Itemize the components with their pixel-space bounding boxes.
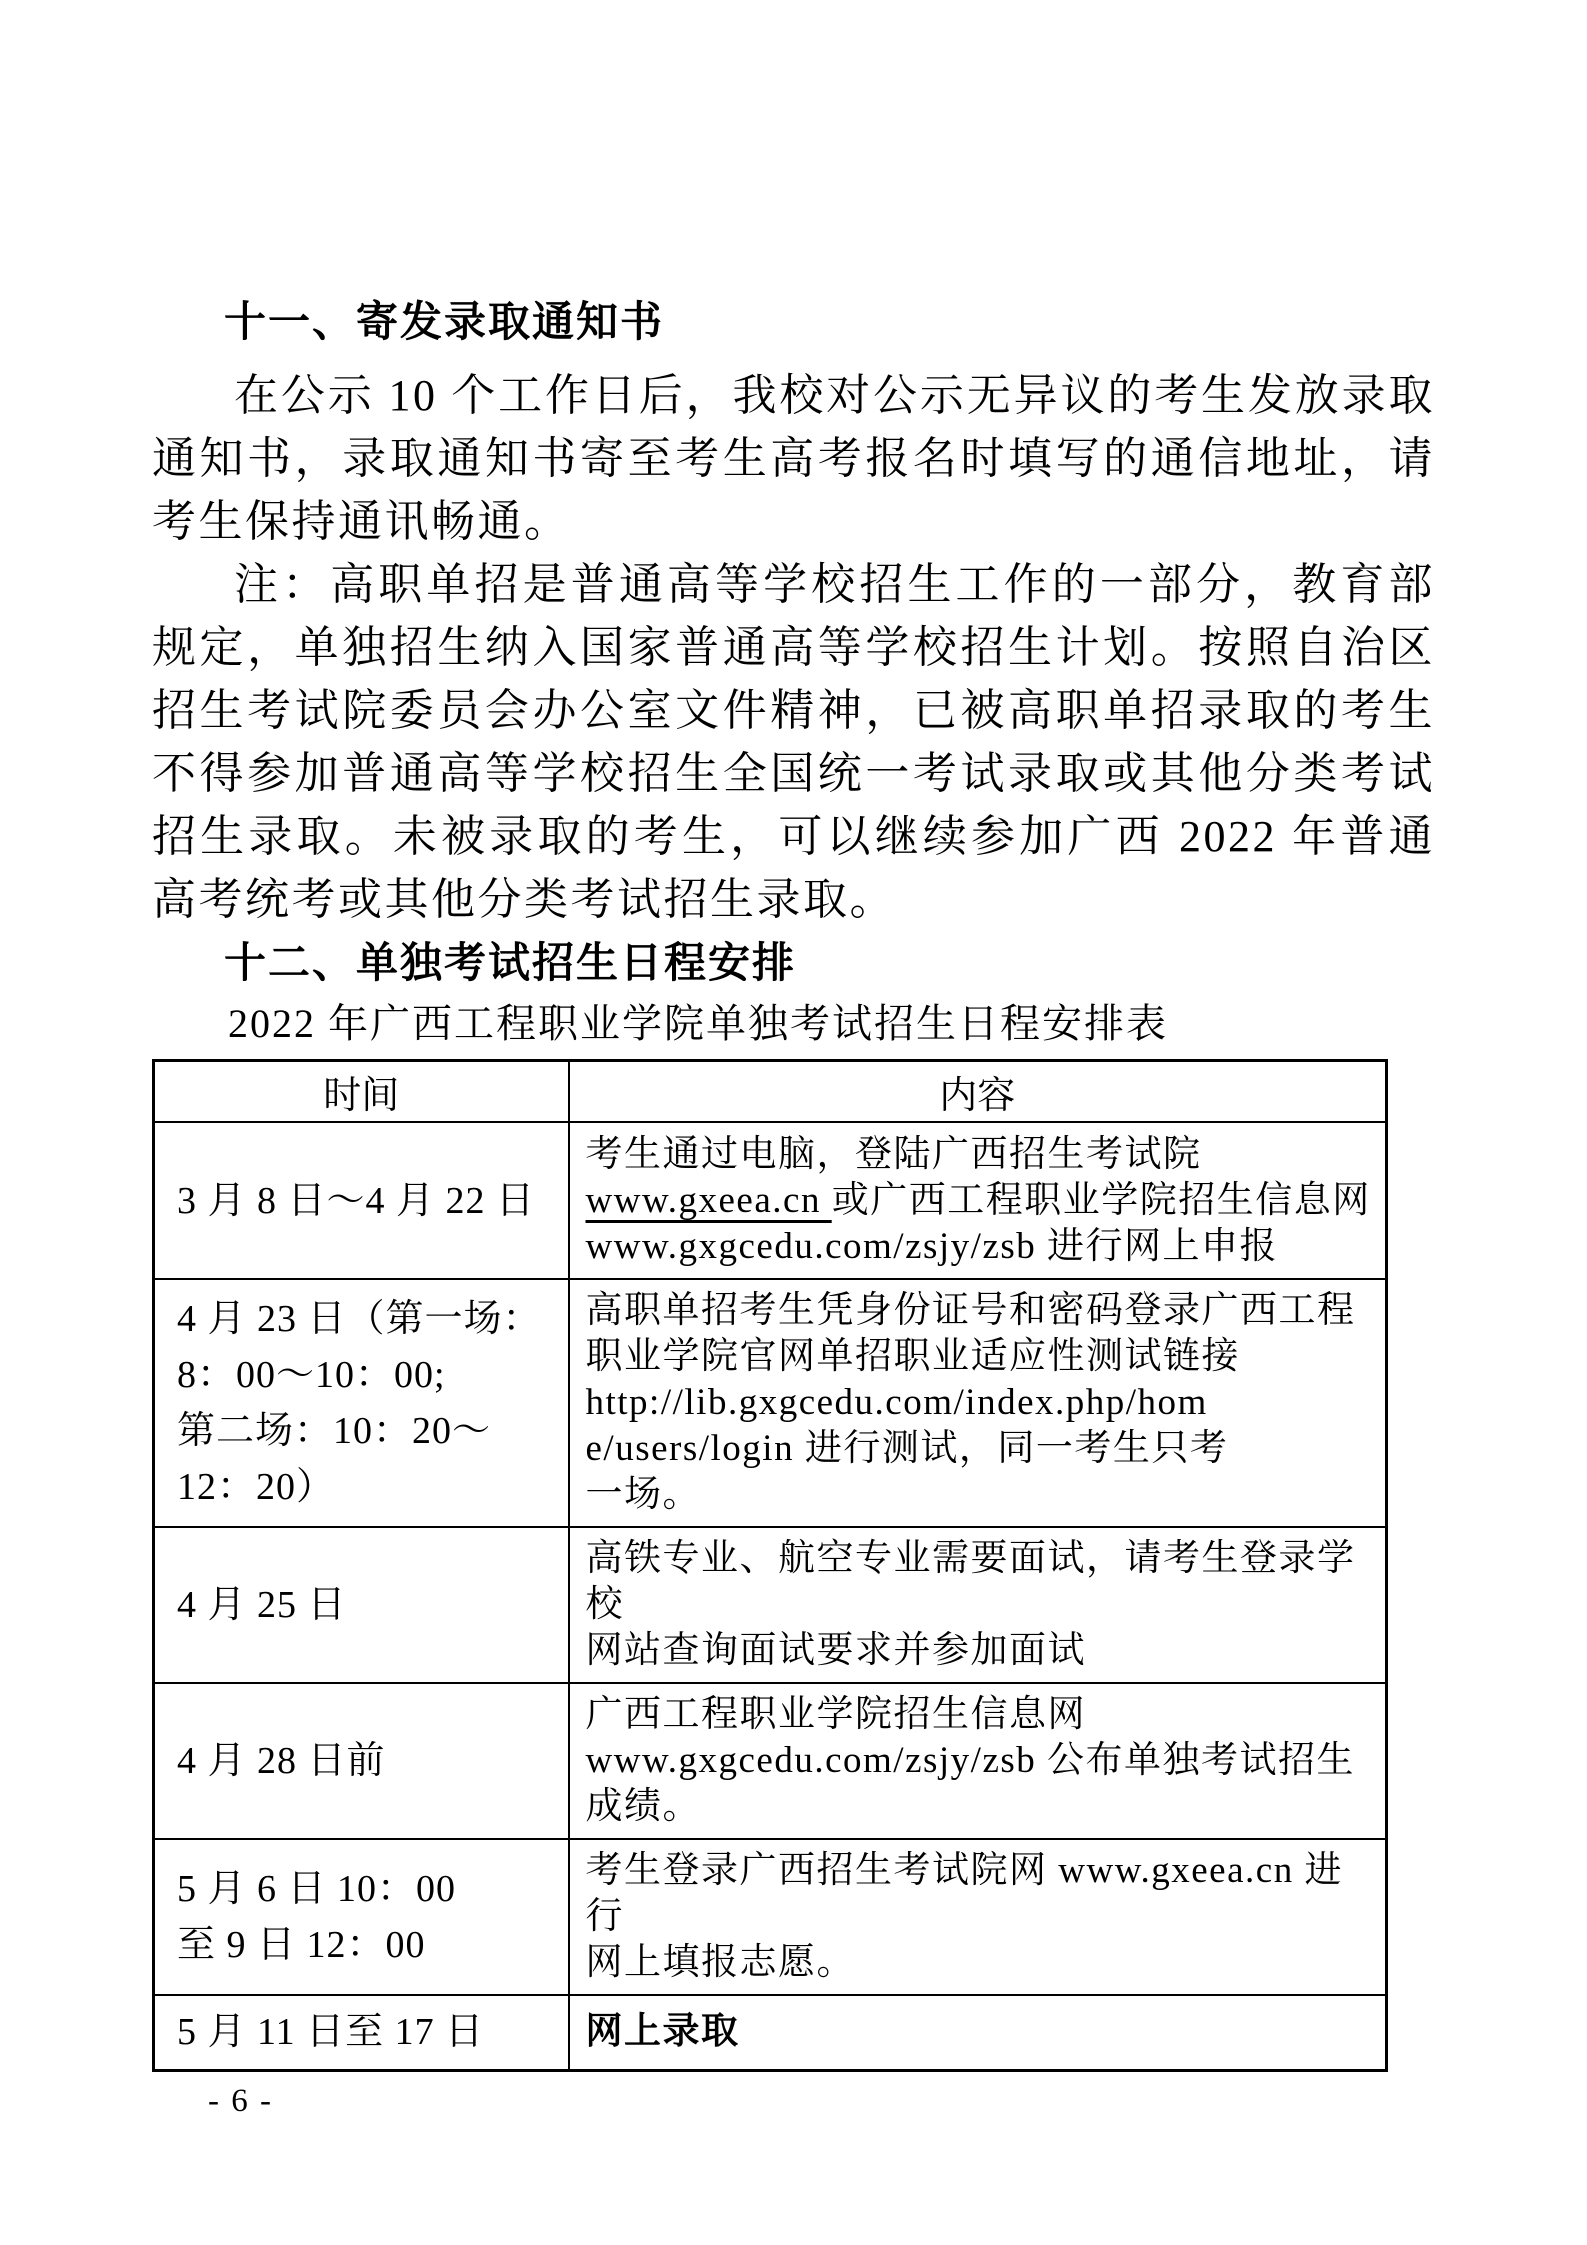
content-text: 考生登录广西招生考试院网 www.gxeea.cn 进行 [585, 1850, 1343, 1937]
schedule-table-title: 2022 年广西工程职业学院单独考试招生日程安排表 [228, 1001, 1168, 1046]
hyperlink-url[interactable]: www.gxeea.cn [585, 1179, 832, 1221]
content-cell [569, 1683, 1387, 1839]
content-cell [569, 1279, 1387, 1527]
content-cell [569, 1839, 1387, 1995]
content-column-header: 内容 [569, 1061, 1387, 1123]
section-11-heading: 十一、寄发录取通知书 [224, 298, 665, 345]
content-cell [569, 1122, 1387, 1279]
time-cell: 4 月 23 日（第一场： 8：00～10：00; 第二场：10：20～ 12：20） [154, 1279, 569, 1527]
content-text: www.gxgcedu.com/zsjy/zsb 公布单独考试招生 [585, 1740, 1356, 1781]
content-text: 广西工程职业学院招生信息网 [585, 1694, 1086, 1735]
time-column-header: 时间 [154, 1061, 569, 1123]
schedule-table-body [154, 1122, 1387, 2070]
content-text: 或广西工程职业学院招生信息网 [831, 1179, 1371, 1221]
time-cell: 5 月 11 日至 17 日 [154, 1995, 569, 2070]
table-row [154, 1122, 1387, 1279]
section-12-heading: 十二、单独考试招生日程安排 [224, 939, 797, 986]
section-11-paragraph-2-note: 注：高职单招是普通高等学校招生工作的一部分，教育部规定，单独招生纳入国家普通高等学校招生计划。按照自治区招生考试院委员会办公室文件精神，已被高职单招录取的考生不得参加普通高等学校招生全国统一考试录取或其他分类考试招生录取。未被录取的考生，可以继续参加广西 2022 年普通高考统考或其他分类考试招生录取。 [152, 560, 1435, 924]
content-text: www.gxgcedu.com/zsjy/zsb 进行网上申报 [585, 1225, 1279, 1267]
content-text: 高职单招考生凭身份证号和密码登录广西工程 [585, 1290, 1356, 1331]
content-text: http://lib.gxgcedu.com/index.php/hom [585, 1382, 1208, 1423]
content-text: e/users/login 进行测试，同一考生只考 [585, 1428, 1229, 1469]
content-text: 网上填报志愿。 [585, 1942, 855, 1983]
table-row [154, 1995, 1387, 2070]
content-cell [569, 1995, 1387, 2070]
content-text: 一场。 [585, 1474, 701, 1515]
time-cell: 4 月 28 日前 [154, 1683, 569, 1839]
content-text: 成绩。 [585, 1786, 701, 1827]
content-text: 考生通过电脑，登陆广西招生考试院 [585, 1133, 1202, 1175]
table-row [154, 1839, 1387, 1995]
table-header-row [154, 1061, 1387, 1123]
table-row [154, 1527, 1387, 1683]
schedule-table [152, 1059, 1388, 2072]
time-cell: 3 月 8 日～4 月 22 日 [154, 1122, 569, 1279]
page-number: - 6 - [208, 2083, 273, 2119]
content-text: 网上录取 [585, 2011, 740, 2053]
section-11-paragraph-1: 在公示 10 个工作日后，我校对公示无异议的考生发放录取通知书，录取通知书寄至考生高考报名时填写的通信地址，请考生保持通讯畅通。 [152, 371, 1435, 546]
content-text: 高铁专业、航空专业需要面试，请考生登录学校 [585, 1538, 1356, 1625]
table-row [154, 1279, 1387, 1527]
content-text: 职业学院官网单招职业适应性测试链接 [585, 1336, 1240, 1377]
time-cell: 5 月 6 日 10：00 至 9 日 12：00 [154, 1839, 569, 1995]
content-cell [569, 1527, 1387, 1683]
content-text: 网站查询面试要求并参加面试 [585, 1630, 1086, 1671]
table-row [154, 1683, 1387, 1839]
time-cell: 4 月 25 日 [154, 1527, 569, 1683]
